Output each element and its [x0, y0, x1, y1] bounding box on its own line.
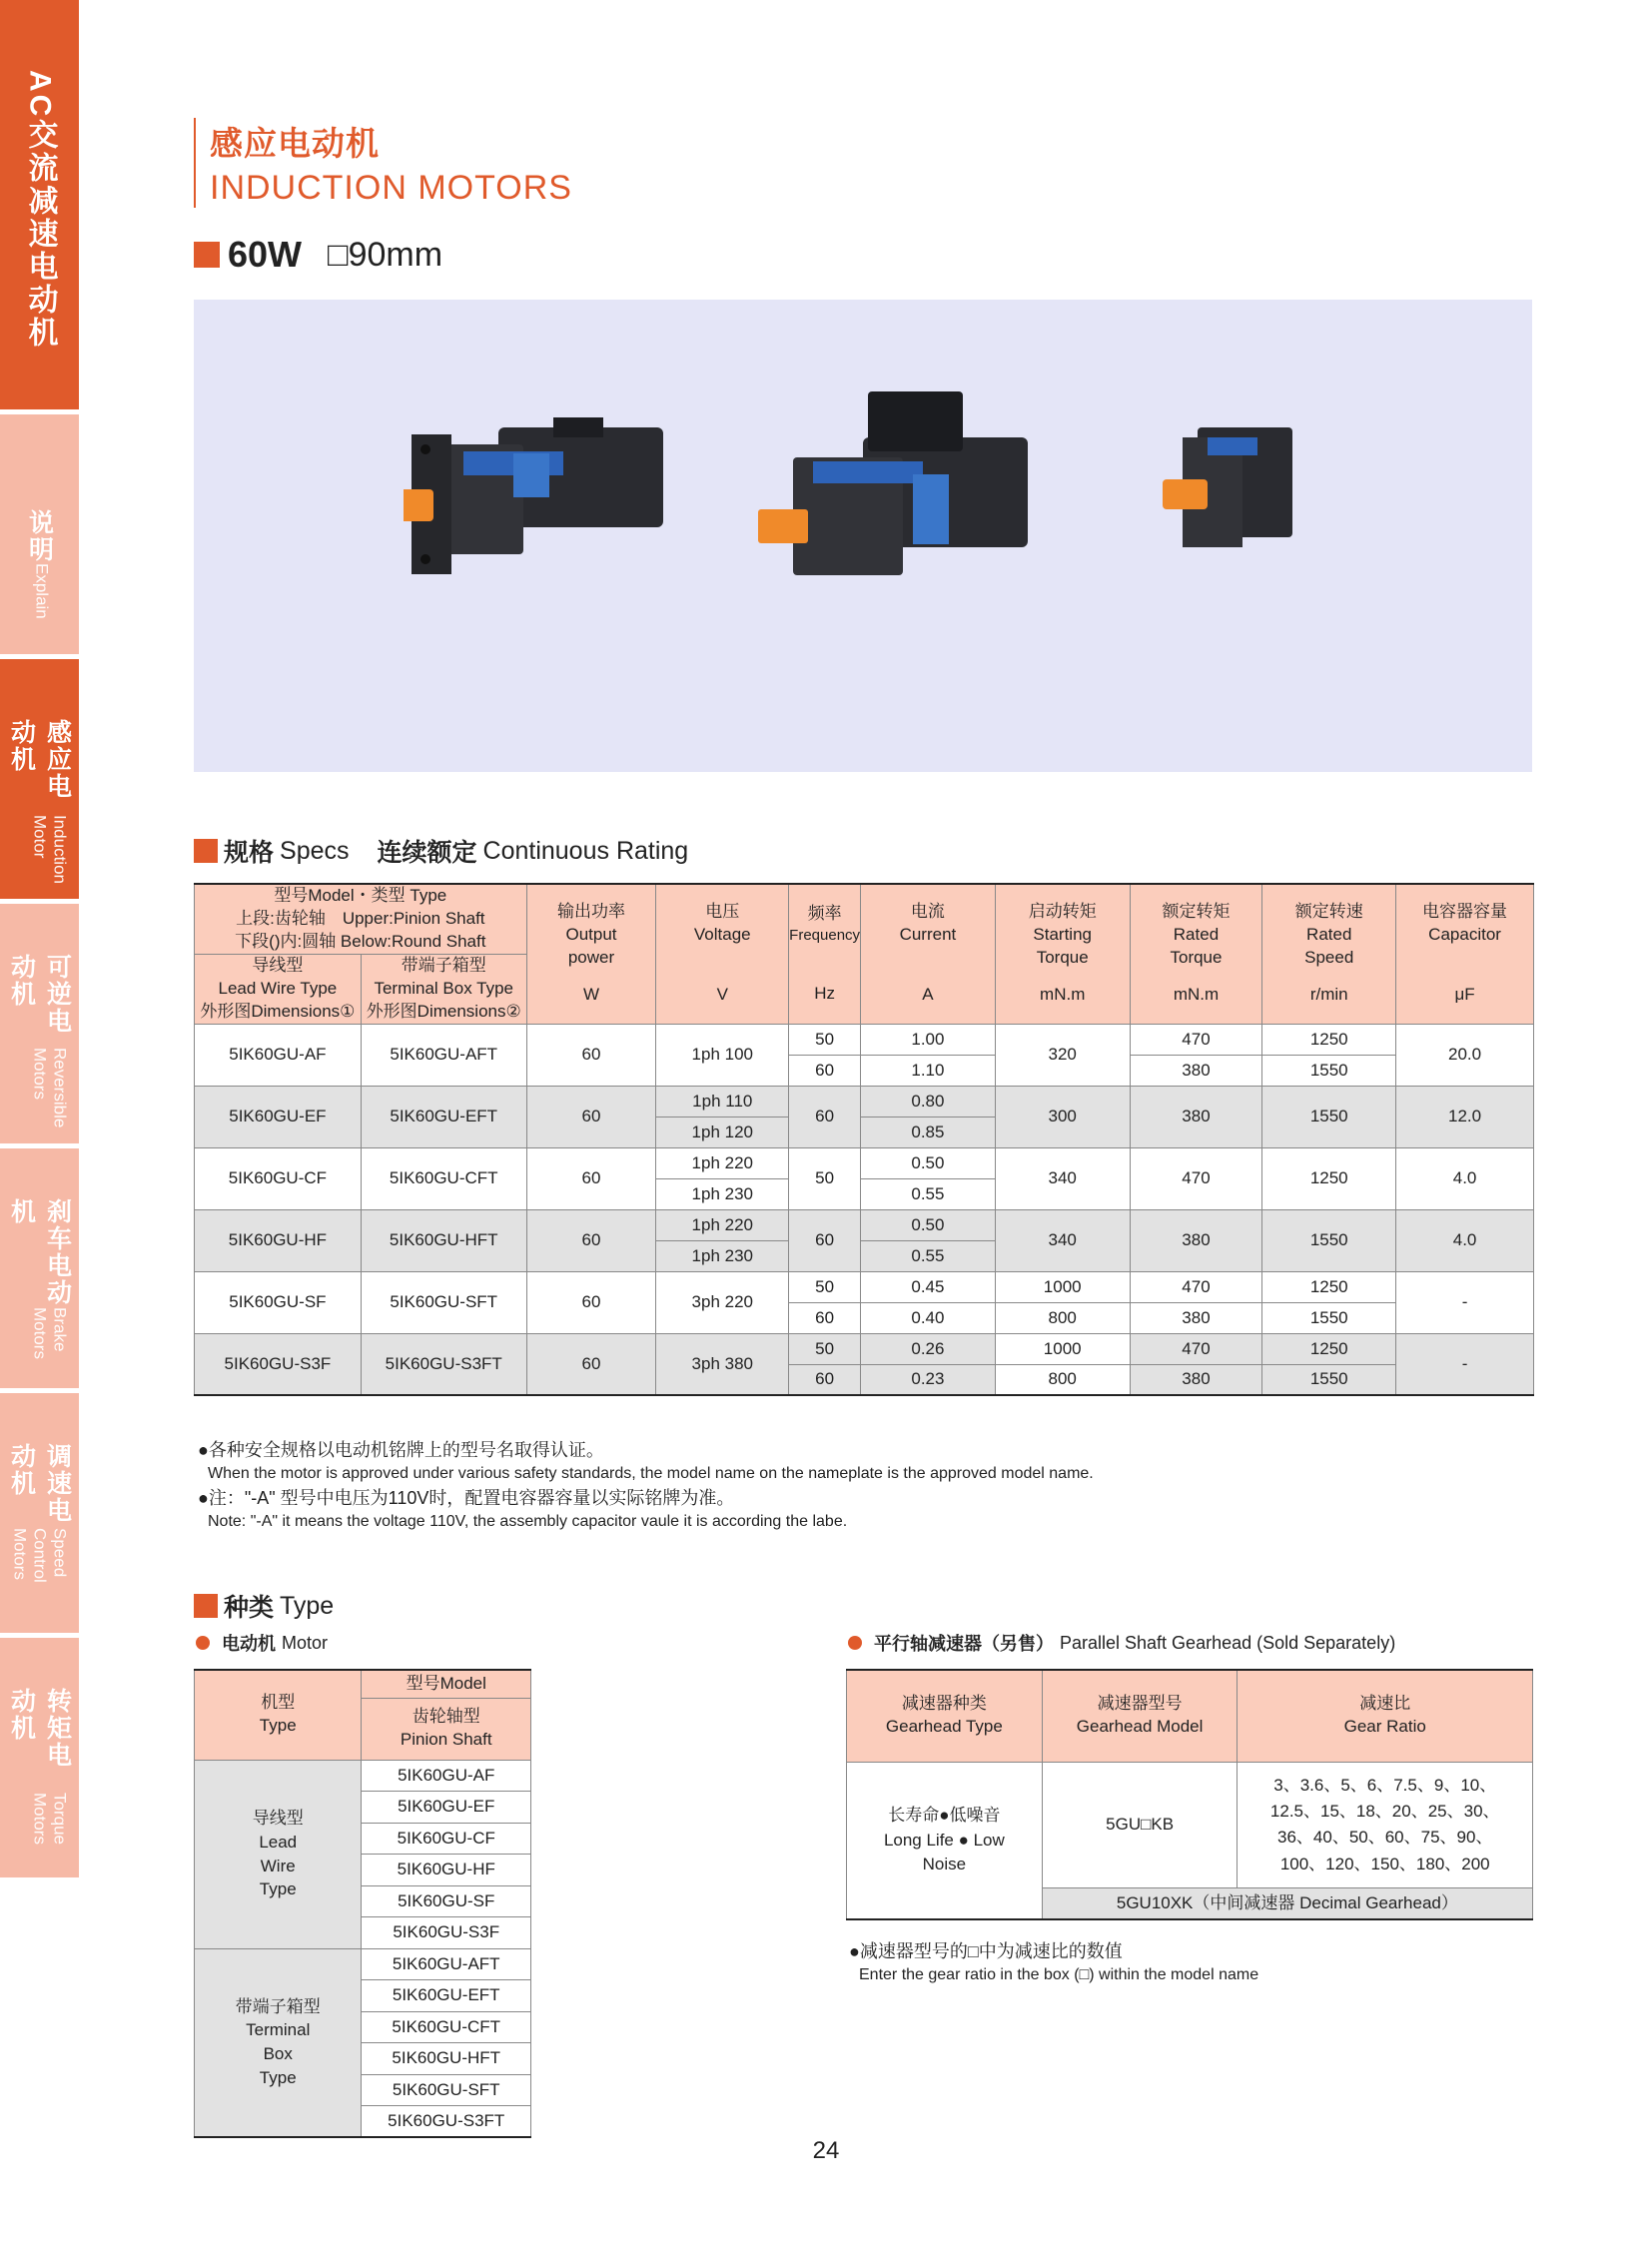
header-text: Torque [1170, 948, 1223, 968]
page-header [194, 118, 572, 208]
specs-title-en: Specs [280, 836, 350, 865]
gear-ratio-cell [1238, 1762, 1533, 1887]
model-cell: 5IK60GU-S3F [362, 1917, 531, 1949]
unit-text: mN.m [1040, 985, 1086, 1005]
starting-torque-cell: 1000 [995, 1333, 1130, 1364]
header-text: Gearhead Type [885, 1717, 1003, 1737]
rated-torque-cell: 470 [1130, 1147, 1262, 1209]
sidebar-tab-sublabel: Torque Motors [30, 1793, 70, 1846]
cell-text: Wire [260, 1856, 296, 1875]
header-text: Output [565, 925, 617, 945]
sidebar-tab-sublabel: Speed Control Motors [10, 1528, 70, 1584]
model-cell: 5IK60GU-CF [362, 1823, 531, 1855]
header-text: 额定转速 [1294, 902, 1363, 922]
model-cell: 5IK60GU-CF [195, 1147, 362, 1209]
type-header [195, 1670, 362, 1760]
starting-torque-cell: 800 [995, 1364, 1130, 1395]
capacitor-cell: 12.0 [1396, 1086, 1534, 1147]
current-cell: 1.00 [861, 1024, 996, 1055]
sidebar-main-tab[interactable] [0, 0, 79, 409]
gear-ratio-header [1238, 1670, 1533, 1762]
capacitor-cell: - [1396, 1271, 1534, 1333]
starting-torque-cell: 800 [995, 1302, 1130, 1333]
header-text: Gearhead Model [1076, 1717, 1204, 1737]
rated-speed-cell: 1250 [1262, 1024, 1396, 1055]
motor-subtitle [196, 1630, 328, 1656]
rated-speed-cell: 1250 [1262, 1271, 1396, 1302]
note-text: ●各种安全规格以电动机铭牌上的型号名取得认证。 [198, 1440, 604, 1460]
model-cell: 5IK60GU-S3FT [362, 2106, 531, 2138]
model-cell: 5IK60GU-CFT [362, 2011, 531, 2043]
sidebar-tab-sublabel: Induction Motor [30, 815, 70, 885]
table-row [195, 1024, 1534, 1055]
sidebar-tab-label: 调速电动机 [7, 1443, 72, 1524]
frequency-cell: 50 [789, 1271, 861, 1302]
voltage-cell: 1ph 220 [656, 1209, 789, 1240]
cell-text: Type [259, 1879, 297, 1899]
capacitor-cell: 20.0 [1396, 1024, 1534, 1086]
header-text: 电流 [910, 902, 945, 922]
model-type-header [195, 884, 527, 954]
unit-text: mN.m [1173, 985, 1220, 1005]
model-cell: 5IK60GU-AF [195, 1024, 362, 1086]
header-text: 机型 [261, 1693, 296, 1713]
frequency-cell: 50 [789, 1024, 861, 1055]
rated-torque-cell: 470 [1130, 1333, 1262, 1364]
model-cell: 5IK60GU-EF [195, 1086, 362, 1147]
capacitor-cell: - [1396, 1333, 1534, 1395]
rated-speed-header [1262, 884, 1396, 1024]
capacitor-header [1396, 884, 1534, 1024]
rating-title-zh: 连续额定 [377, 839, 477, 867]
table-row [195, 1948, 531, 1980]
sidebar-tab-brake[interactable] [0, 1148, 79, 1388]
header-text: Rated [1173, 925, 1220, 945]
header-text: 电压 [705, 902, 740, 922]
rated-speed-cell: 1550 [1262, 1364, 1396, 1395]
starting-torque-cell: 1000 [995, 1271, 1130, 1302]
current-cell: 0.40 [861, 1302, 996, 1333]
model-cell: 5IK60GU-CFT [361, 1147, 526, 1209]
gearhead-model-header [1042, 1670, 1238, 1762]
power-cell: 60 [526, 1147, 656, 1209]
note-text: Enter the gear ratio in the box (□) within the model name [859, 1966, 1259, 1983]
pinion-header [362, 1698, 531, 1760]
sidebar-main-label: AC交流减速电动机 [23, 70, 57, 351]
header-text: 上段:齿轮轴 Upper:Pinion Shaft [236, 908, 485, 928]
sidebar-tab-label: 刹车电动机 [7, 1198, 72, 1306]
sidebar-tab-label: 可逆电动机 [7, 954, 72, 1035]
current-cell: 0.55 [861, 1178, 996, 1209]
lead-wire-header [195, 954, 362, 1024]
terminal-box-type-cell [195, 1948, 362, 2137]
page-title-zh: 感应电动机 [210, 125, 380, 162]
voltage-header [656, 884, 789, 1024]
header-text: 减速比 [1359, 1694, 1411, 1714]
cell-text: 36、40、50、60、75、90、 [1277, 1828, 1493, 1848]
power-cell: 60 [526, 1333, 656, 1395]
gearhead-type-header [847, 1670, 1043, 1762]
rating-title-en: Continuous Rating [482, 836, 689, 865]
header-text: Frequency [789, 926, 861, 944]
header-text: 电容器容量 [1422, 902, 1508, 922]
type-title-en: Type [280, 1591, 335, 1620]
header-text: 齿轮轴型 [412, 1707, 480, 1727]
frequency-cell: 60 [789, 1055, 861, 1086]
rated-torque-cell: 380 [1130, 1209, 1262, 1271]
cell-text: 导线型 [252, 1808, 304, 1828]
voltage-cell: 1ph 110 [656, 1086, 789, 1117]
voltage-cell: 1ph 100 [656, 1024, 789, 1086]
header-text: Rated [1306, 925, 1352, 945]
model-cell: 5IK60GU-SF [195, 1271, 362, 1333]
terminal-box-header [361, 954, 526, 1024]
model-power: 60W [228, 234, 303, 275]
starting-torque-cell: 320 [995, 1024, 1130, 1086]
cell-text: Type [259, 2068, 297, 2088]
unit-text: V [716, 985, 728, 1005]
sidebar-tab-label: 说明 [25, 509, 54, 563]
header-text: 带端子箱型 [401, 955, 486, 975]
model-cell: 5IK60GU-HF [195, 1209, 362, 1271]
current-cell: 0.50 [861, 1147, 996, 1178]
power-cell: 60 [526, 1086, 656, 1147]
model-cell: 5IK60GU-EFT [361, 1086, 526, 1147]
motor-type-table [194, 1669, 531, 2138]
current-cell: 0.45 [861, 1271, 996, 1302]
table-row [195, 1209, 1534, 1240]
starting-torque-header [995, 884, 1130, 1024]
frequency-cell: 50 [789, 1333, 861, 1364]
section-marker-icon [194, 242, 220, 268]
cell-text: 长寿命●低噪音 [888, 1805, 1001, 1825]
subtitle-en: Motor [282, 1632, 329, 1653]
bullet-icon [196, 1636, 210, 1650]
model-cell: 5IK60GU-AFT [362, 1948, 531, 1980]
table-row [195, 1760, 531, 1792]
gearhead-model-cell: 5GU□KB [1042, 1762, 1238, 1887]
header-text: Current [899, 925, 957, 945]
gearhead-note [849, 1939, 1258, 1987]
sidebar-tab-explain[interactable] [0, 414, 79, 654]
output-power-header [526, 884, 656, 1024]
current-cell: 0.55 [861, 1240, 996, 1271]
rated-speed-cell: 1250 [1262, 1147, 1396, 1209]
type-title-zh: 种类 [224, 1594, 275, 1622]
model-cell: 5IK60GU-EF [362, 1792, 531, 1824]
header-text: Voltage [693, 925, 751, 945]
cell-text: Terminal [246, 2020, 311, 2040]
frequency-cell: 60 [789, 1086, 861, 1147]
header-text: 减速器型号 [1097, 1694, 1183, 1714]
model-heading [194, 234, 442, 276]
motor-image-lead-wire [404, 409, 673, 609]
note-text: When the motor is approved under various safety standards, the model name on the nameplate is the approved model name. [208, 1465, 1094, 1482]
voltage-cell: 1ph 120 [656, 1117, 789, 1147]
unit-text: r/min [1309, 985, 1348, 1005]
sidebar-tab-sublabel: Reversible Motors [30, 1048, 70, 1128]
gearhead-subtitle [848, 1630, 1395, 1656]
header-text: 下段()内:圆轴 Below:Round Shaft [235, 931, 486, 951]
cell-text: 100、120、150、180、200 [1279, 1854, 1490, 1873]
header-text: Pinion Shaft [400, 1730, 492, 1749]
sidebar-tab-sublabel: Brake Motors [30, 1306, 70, 1359]
model-cell: 5IK60GU-SF [362, 1885, 531, 1917]
subtitle-en: Parallel Shaft Gearhead (Sold Separately) [1060, 1632, 1396, 1653]
specs-section-title [194, 833, 688, 869]
gearhead-type-cell [847, 1762, 1043, 1919]
voltage-cell: 1ph 230 [656, 1240, 789, 1271]
cell-text: 12.5、15、18、20、25、30、 [1269, 1801, 1500, 1821]
header-text: Lead Wire Type [218, 978, 338, 998]
gearhead-table [846, 1669, 1533, 1920]
rated-torque-cell: 380 [1130, 1364, 1262, 1395]
cell-text: Box [263, 2044, 293, 2064]
model-cell: 5IK60GU-SFT [361, 1271, 526, 1333]
specs-notes [198, 1438, 1094, 1534]
type-section-title [194, 1588, 334, 1624]
motor-image-flange [1163, 419, 1312, 569]
note-text: ●减速器型号的□中为减速比的数值 [849, 1941, 1123, 1961]
rated-speed-cell: 1550 [1262, 1055, 1396, 1086]
header-text: Capacitor [1428, 925, 1501, 945]
sidebar-tab-speed-control[interactable] [0, 1393, 79, 1633]
current-cell: 0.26 [861, 1333, 996, 1364]
table-row [195, 1086, 1534, 1117]
unit-text: Hz [814, 983, 835, 1003]
model-cell: 5IK60GU-EFT [362, 1980, 531, 2012]
header-text: 型号Model・类型 Type [274, 886, 447, 905]
starting-torque-cell: 340 [995, 1147, 1130, 1209]
current-cell: 0.85 [861, 1117, 996, 1147]
subtitle-zh: 电动机 [222, 1634, 276, 1654]
model-header: 型号Model [362, 1670, 531, 1698]
sidebar-tab-sublabel: Explain [32, 563, 52, 619]
power-cell: 60 [526, 1271, 656, 1333]
cell-text: 带端子箱型 [235, 1996, 321, 2016]
voltage-cell: 3ph 380 [656, 1333, 789, 1395]
voltage-cell: 1ph 220 [656, 1147, 789, 1178]
current-cell: 0.23 [861, 1364, 996, 1395]
capacitor-cell: 4.0 [1396, 1147, 1534, 1209]
sidebar-tab-label: 转矩电动机 [7, 1688, 72, 1769]
note-text: ●注："-A" 型号中电压为110V时，配置电容器容量以实际铭牌为准。 [198, 1488, 735, 1508]
current-header [861, 884, 996, 1024]
sidebar-tab-reversible[interactable] [0, 904, 79, 1143]
header-text: Terminal Box Type [374, 978, 513, 998]
header-text: Torque [1036, 948, 1089, 968]
note-text: Note: "-A" it means the voltage 110V, the assembly capacitor vaule it is according the labe. [208, 1513, 848, 1530]
header-text: 频率 [807, 903, 842, 923]
capacitor-cell: 4.0 [1396, 1209, 1534, 1271]
header-text: power [567, 948, 615, 968]
unit-text: W [582, 985, 600, 1005]
subtitle-zh: 平行轴减速器（另售） [874, 1634, 1054, 1654]
model-cell: 5IK60GU-S3F [195, 1333, 362, 1395]
frequency-header [789, 884, 861, 1024]
rated-speed-cell: 1550 [1262, 1209, 1396, 1271]
rated-torque-cell: 380 [1130, 1086, 1262, 1147]
power-cell: 60 [526, 1209, 656, 1271]
header-text: 输出功率 [557, 902, 625, 922]
decimal-gearhead-cell: 5GU10XK（中间减速器 Decimal Gearhead） [1042, 1887, 1532, 1919]
current-cell: 0.80 [861, 1086, 996, 1117]
header-text: 外形图Dimensions① [200, 1001, 356, 1021]
sidebar-tab-induction[interactable] [0, 659, 79, 899]
model-cell: 5IK60GU-HF [362, 1855, 531, 1886]
header-text: 额定转矩 [1162, 902, 1231, 922]
model-size: □90mm [328, 235, 443, 274]
voltage-cell: 1ph 230 [656, 1178, 789, 1209]
rated-speed-cell: 1550 [1262, 1086, 1396, 1147]
rated-speed-cell: 1550 [1262, 1302, 1396, 1333]
rated-torque-cell: 470 [1130, 1271, 1262, 1302]
header-text: 减速器种类 [901, 1694, 987, 1714]
model-cell: 5IK60GU-S3FT [361, 1333, 526, 1395]
starting-torque-cell: 340 [995, 1209, 1130, 1271]
table-row [195, 1271, 1534, 1302]
unit-text: μF [1454, 985, 1475, 1005]
header-text: 启动转矩 [1028, 902, 1097, 922]
cell-text: Lead [259, 1832, 298, 1852]
header-text: Gear Ratio [1343, 1717, 1426, 1737]
sidebar-tab-label: 感应电动机 [7, 719, 72, 800]
frequency-cell: 60 [789, 1364, 861, 1395]
page-number: 24 [812, 2137, 840, 2164]
header-text: 导线型 [252, 955, 304, 975]
table-row [847, 1762, 1533, 1887]
rated-torque-cell: 380 [1130, 1302, 1262, 1333]
product-photo [194, 300, 1532, 772]
specs-table [194, 883, 1534, 1396]
section-marker-icon [194, 1594, 218, 1618]
cell-text: Long Life ● Low [883, 1830, 1005, 1850]
header-text: 外形图Dimensions② [366, 1001, 521, 1021]
header-text: Speed [1304, 948, 1354, 968]
table-row [195, 1333, 1534, 1364]
power-cell: 60 [526, 1024, 656, 1086]
model-cell: 5IK60GU-HFT [362, 2043, 531, 2075]
starting-torque-cell: 300 [995, 1086, 1130, 1147]
lead-wire-type-cell [195, 1760, 362, 1948]
header-text: Starting [1033, 925, 1092, 945]
section-marker-icon [194, 839, 218, 863]
current-cell: 0.50 [861, 1209, 996, 1240]
model-cell: 5IK60GU-HFT [361, 1209, 526, 1271]
model-cell: 5IK60GU-SFT [362, 2074, 531, 2106]
motor-image-terminal-box [753, 379, 1053, 619]
rated-torque-cell: 380 [1130, 1055, 1262, 1086]
bullet-icon [848, 1636, 862, 1650]
current-cell: 1.10 [861, 1055, 996, 1086]
unit-text: A [922, 985, 934, 1005]
specs-title-zh: 规格 [224, 839, 275, 867]
header-text: Type [259, 1716, 297, 1736]
page-title-en: INDUCTION MOTORS [210, 169, 572, 207]
rated-torque-cell: 470 [1130, 1024, 1262, 1055]
rated-torque-header [1130, 884, 1262, 1024]
model-cell: 5IK60GU-AFT [361, 1024, 526, 1086]
voltage-cell: 3ph 220 [656, 1271, 789, 1333]
model-cell: 5IK60GU-AF [362, 1760, 531, 1792]
cell-text: 3、3.6、5、6、7.5、9、10、 [1273, 1775, 1497, 1795]
sidebar-tab-torque[interactable] [0, 1638, 79, 1877]
frequency-cell: 50 [789, 1147, 861, 1209]
cell-text: Noise [922, 1855, 967, 1874]
frequency-cell: 60 [789, 1209, 861, 1271]
table-row [195, 1147, 1534, 1178]
frequency-cell: 60 [789, 1302, 861, 1333]
rated-speed-cell: 1250 [1262, 1333, 1396, 1364]
